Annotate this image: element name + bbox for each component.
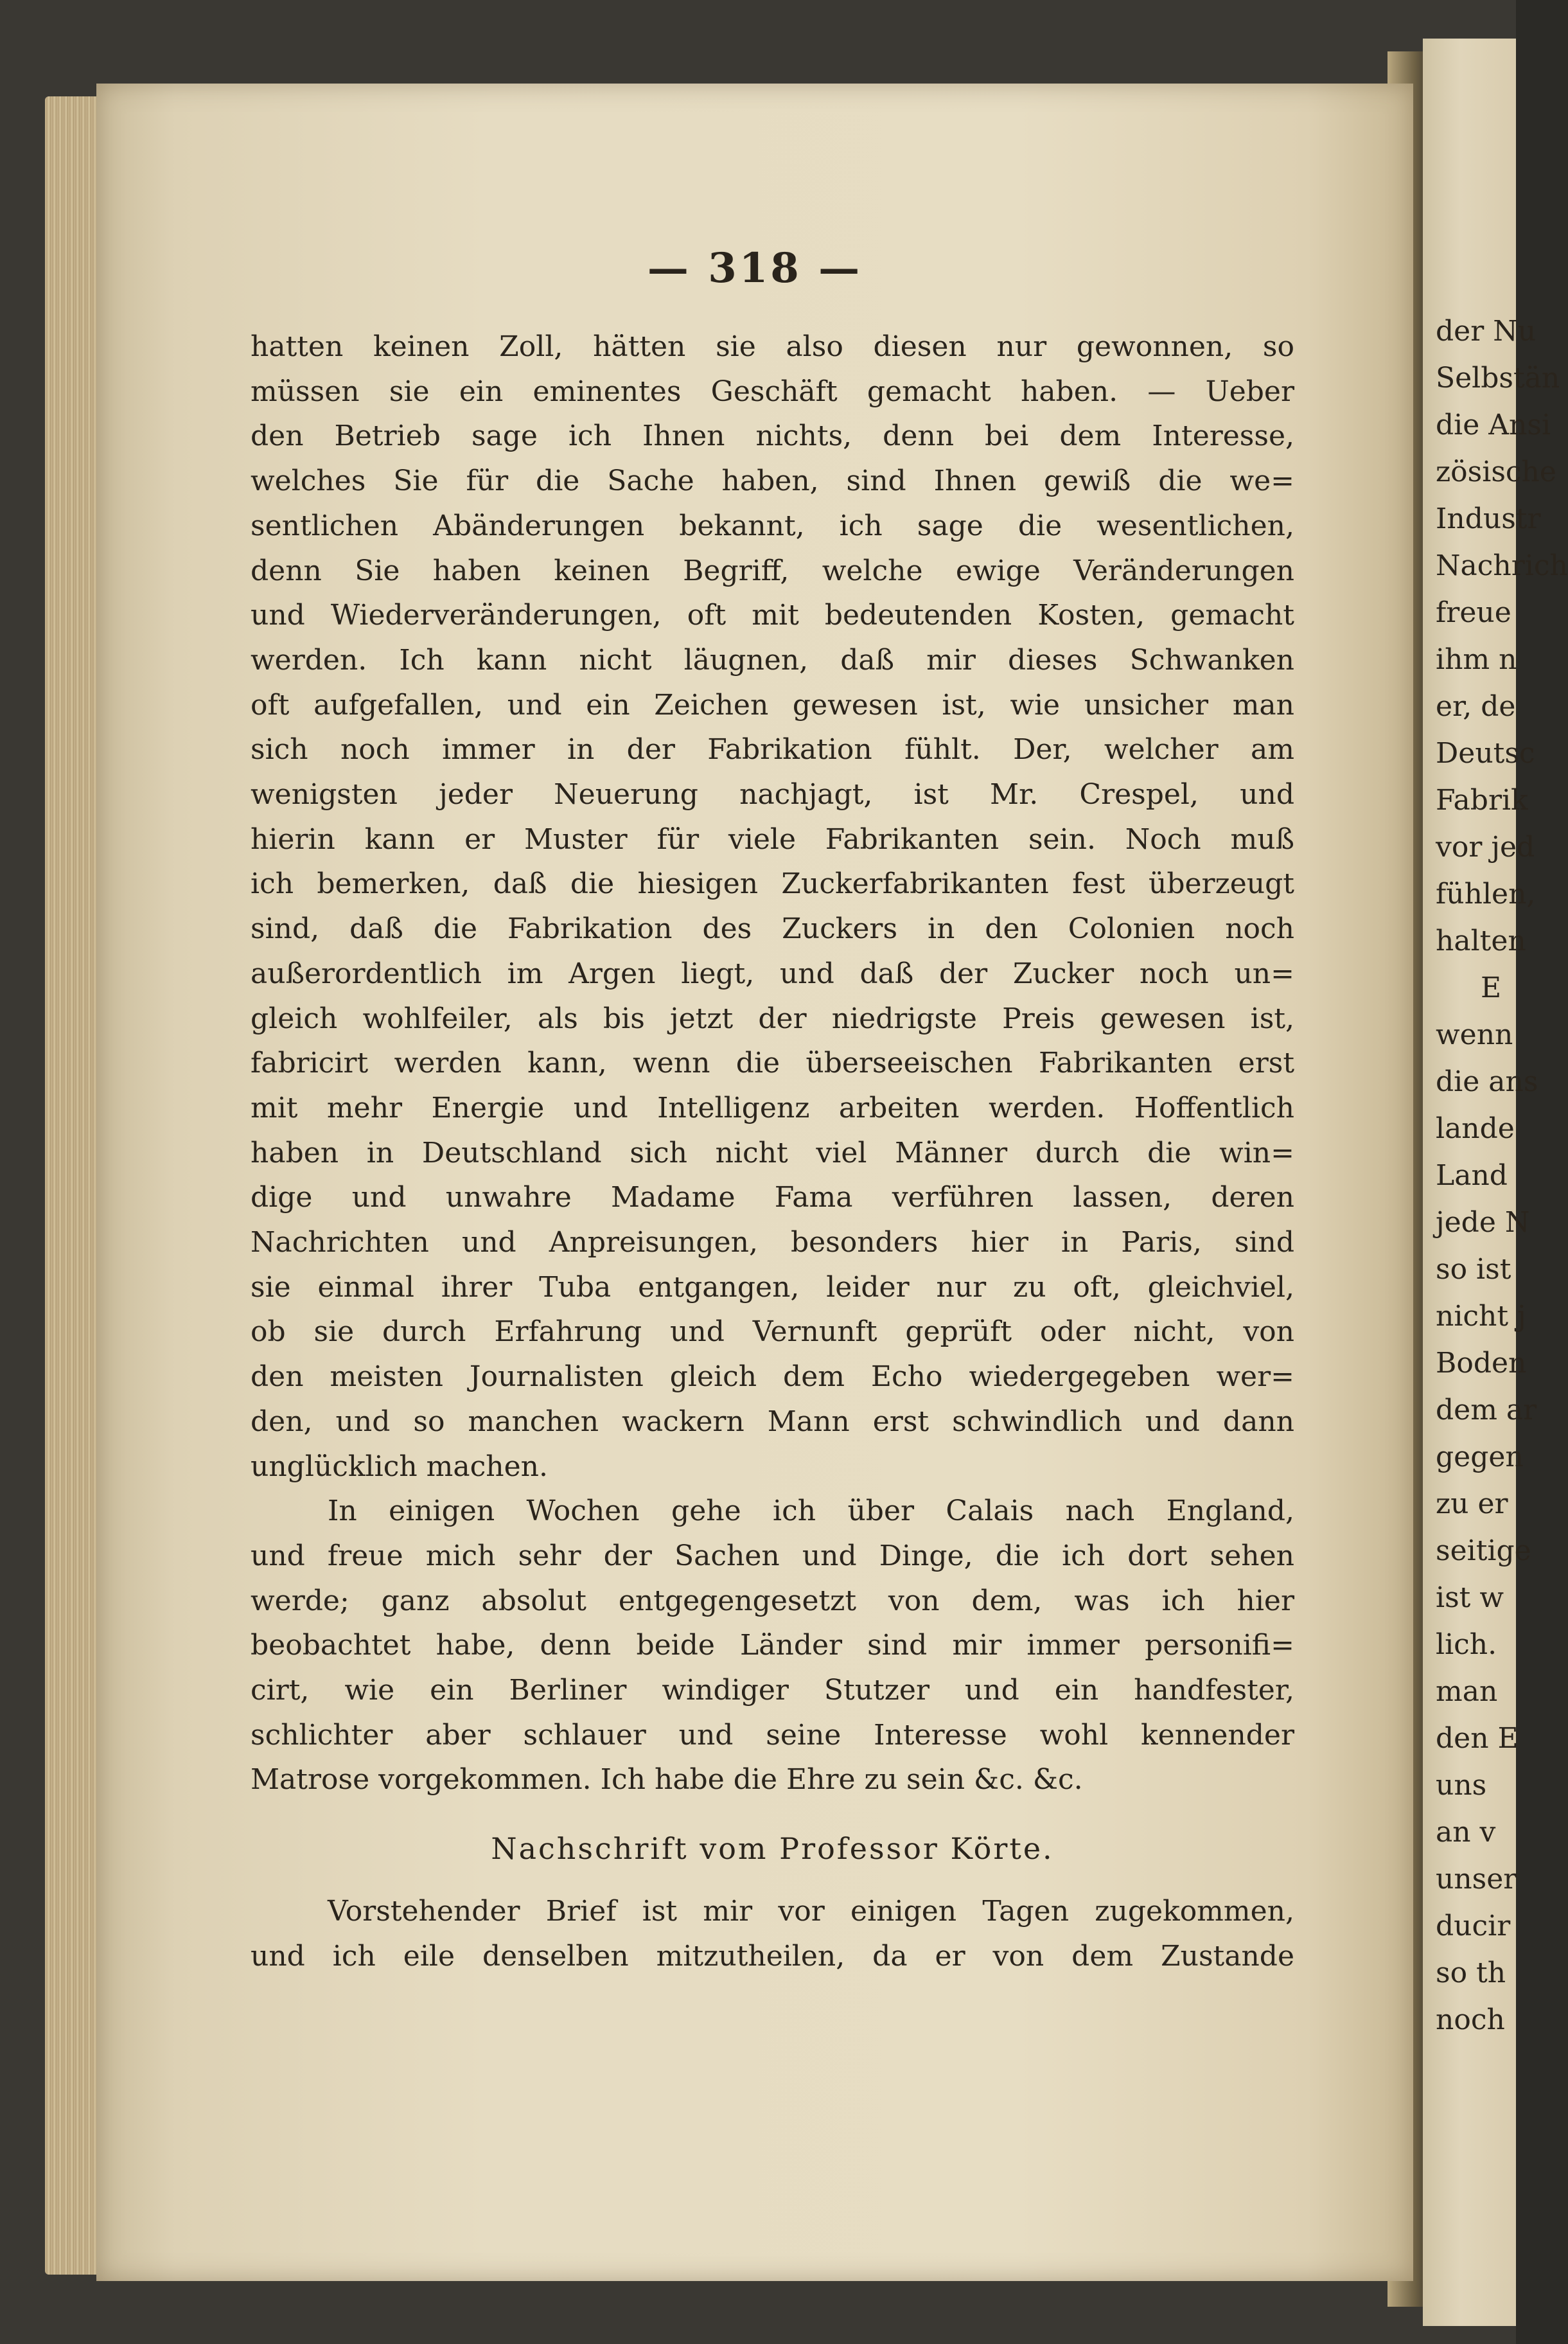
next-page-line: halten [1436, 925, 1526, 957]
next-page-line: die ans [1436, 1065, 1538, 1098]
next-page-line: jede N [1436, 1206, 1530, 1239]
text-line: den, und so manchen wackern Mann erst schwindlich und dann [251, 1405, 1294, 1438]
text-line: sich noch immer in der Fabrikation fühlt. Der, welcher am [251, 733, 1294, 767]
next-page-line: man [1436, 1675, 1498, 1708]
text-line: Nachrichten und Anpreisungen, besonders hier in Paris, sind [251, 1226, 1294, 1259]
next-page-line: noch [1436, 2003, 1505, 2036]
text-line: schlichter aber schlauer und seine Interesse wohl kennender [251, 1718, 1294, 1752]
text-line: denn Sie haben keinen Begriff, welche ewige Veränderungen [251, 554, 1294, 587]
next-page-line: so th [1436, 1957, 1506, 1989]
next-page-line: ist w [1436, 1581, 1504, 1614]
next-page-line: nicht j [1436, 1300, 1526, 1333]
text-line: ob sie durch Erfahrung und Vernunft geprüft oder nicht, von [251, 1315, 1294, 1349]
next-page-line: er, de [1436, 690, 1516, 723]
text-line: In einigen Wochen gehe ich über Calais nach England, [328, 1495, 1294, 1528]
next-page-fragment [1423, 39, 1568, 2326]
next-page-line: so ist [1436, 1253, 1511, 1286]
text-line: den meisten Journalisten gleich dem Echo wiedergegeben wer= [251, 1360, 1294, 1394]
next-page-line: Selbstän [1436, 362, 1560, 395]
next-page-line: unser [1436, 1863, 1517, 1896]
text-line: wenigsten jeder Neuerung nachjagt, ist Mr. Crespel, und [251, 778, 1294, 811]
text-line: welches Sie für die Sache haben, sind Ihnen gewiß die we= [251, 465, 1294, 498]
next-page-line: ihm n [1436, 643, 1517, 676]
text-line: gleich wohlfeiler, als bis jetzt der niedrigste Preis gewesen ist, [251, 1002, 1294, 1035]
text-line: und ich eile denselben mitzutheilen, da er von dem Zustande [251, 1939, 1294, 1973]
next-page-line: freue [1436, 596, 1511, 629]
next-page-line: fühlen, [1436, 878, 1536, 910]
text-line: hatten keinen Zoll, hätten sie also diesen nur gewonnen, so [251, 330, 1294, 363]
text-line: den Betrieb sage ich Ihnen nichts, denn bei dem Interesse, [251, 420, 1294, 453]
next-page-line: seitige [1436, 1534, 1531, 1567]
next-page-line: zu er [1436, 1487, 1508, 1520]
next-page-line: dem ar [1436, 1394, 1537, 1426]
next-page-line: gegen [1436, 1441, 1524, 1473]
text-line: haben in Deutschland sich nicht viel Männer durch die win= [251, 1136, 1294, 1169]
text-line: ich bemerken, daß die hiesigen Zuckerfabrikanten fest überzeugt [251, 867, 1294, 901]
next-page-line: Fabrik [1436, 784, 1528, 817]
next-page-line: zösische [1436, 456, 1556, 488]
next-page-line: an v [1436, 1816, 1496, 1849]
text-line: werden. Ich kann nicht läugnen, daß mir dieses Schwanken [251, 643, 1294, 677]
text-line: hierin kann er Muster für viele Fabrikanten sein. Noch muß [251, 822, 1294, 856]
text-line: oft aufgefallen, und ein Zeichen gewesen ist, wie unsicher man [251, 688, 1294, 722]
text-line: werde; ganz absolut entgegengesetzt von dem, was ich hier [251, 1584, 1294, 1617]
next-page-line: uns [1436, 1769, 1487, 1802]
page-number: — 318 — [647, 244, 863, 292]
next-page-line: E [1481, 972, 1502, 1004]
next-page-line: vor jed [1436, 831, 1535, 864]
next-page-line: Industr [1436, 502, 1541, 535]
next-page-line: Land [1436, 1159, 1508, 1192]
text-line: fabricirt werden kann, wenn die überseeischen Fabrikanten erst [251, 1047, 1294, 1080]
next-page-line: Boden [1436, 1347, 1527, 1380]
next-page-line: ducir [1436, 1910, 1511, 1942]
text-line: sie einmal ihrer Tuba entgangen, leider nur zu oft, gleichviel, [251, 1270, 1294, 1304]
next-page-line: lich. [1436, 1628, 1497, 1661]
text-line: unglücklich machen. [251, 1450, 548, 1483]
next-page-line: Deutsc [1436, 737, 1535, 770]
book-page-edges [45, 96, 103, 2275]
text-line: und Wiederveränderungen, oft mit bedeutenden Kosten, gemacht [251, 599, 1294, 632]
next-page-line: der Nu [1436, 315, 1537, 348]
text-line: Vorstehender Brief ist mir vor einigen Tagen zugekommen, [328, 1895, 1294, 1928]
text-line: Matrose vorgekommen. Ich habe die Ehre zu sein &c. &c. [251, 1763, 1083, 1797]
text-line: beobachtet habe, denn beide Länder sind mir immer personifi= [251, 1629, 1294, 1662]
text-line: dige und unwahre Madame Fama verführen lassen, deren [251, 1181, 1294, 1214]
section-heading: Nachschrift vom Professor Körte. [491, 1831, 1054, 1867]
next-page-line: die Ansi [1436, 409, 1551, 441]
text-line: mit mehr Energie und Intelligenz arbeiten werden. Hoffentlich [251, 1091, 1294, 1124]
text-line: müssen sie ein eminentes Geschäft gemacht haben. — Ueber [251, 375, 1294, 408]
next-page-line: den E [1436, 1722, 1519, 1755]
text-line: sentlichen Abänderungen bekannt, ich sage die wesentlichen, [251, 509, 1294, 542]
text-line: außerordentlich im Argen liegt, und daß der Zucker noch un= [251, 957, 1294, 990]
text-line: cirt, wie ein Berliner windiger Stutzer und ein handfester, [251, 1674, 1294, 1707]
next-page-line: lande [1436, 1112, 1515, 1145]
next-page-line: Nachrich [1436, 549, 1568, 582]
next-page-line: wenn [1436, 1018, 1513, 1051]
text-line: sind, daß die Fabrikation des Zuckers in den Colonien noch [251, 912, 1294, 946]
text-line: und freue mich sehr der Sachen und Dinge, die ich dort sehen [251, 1539, 1294, 1572]
